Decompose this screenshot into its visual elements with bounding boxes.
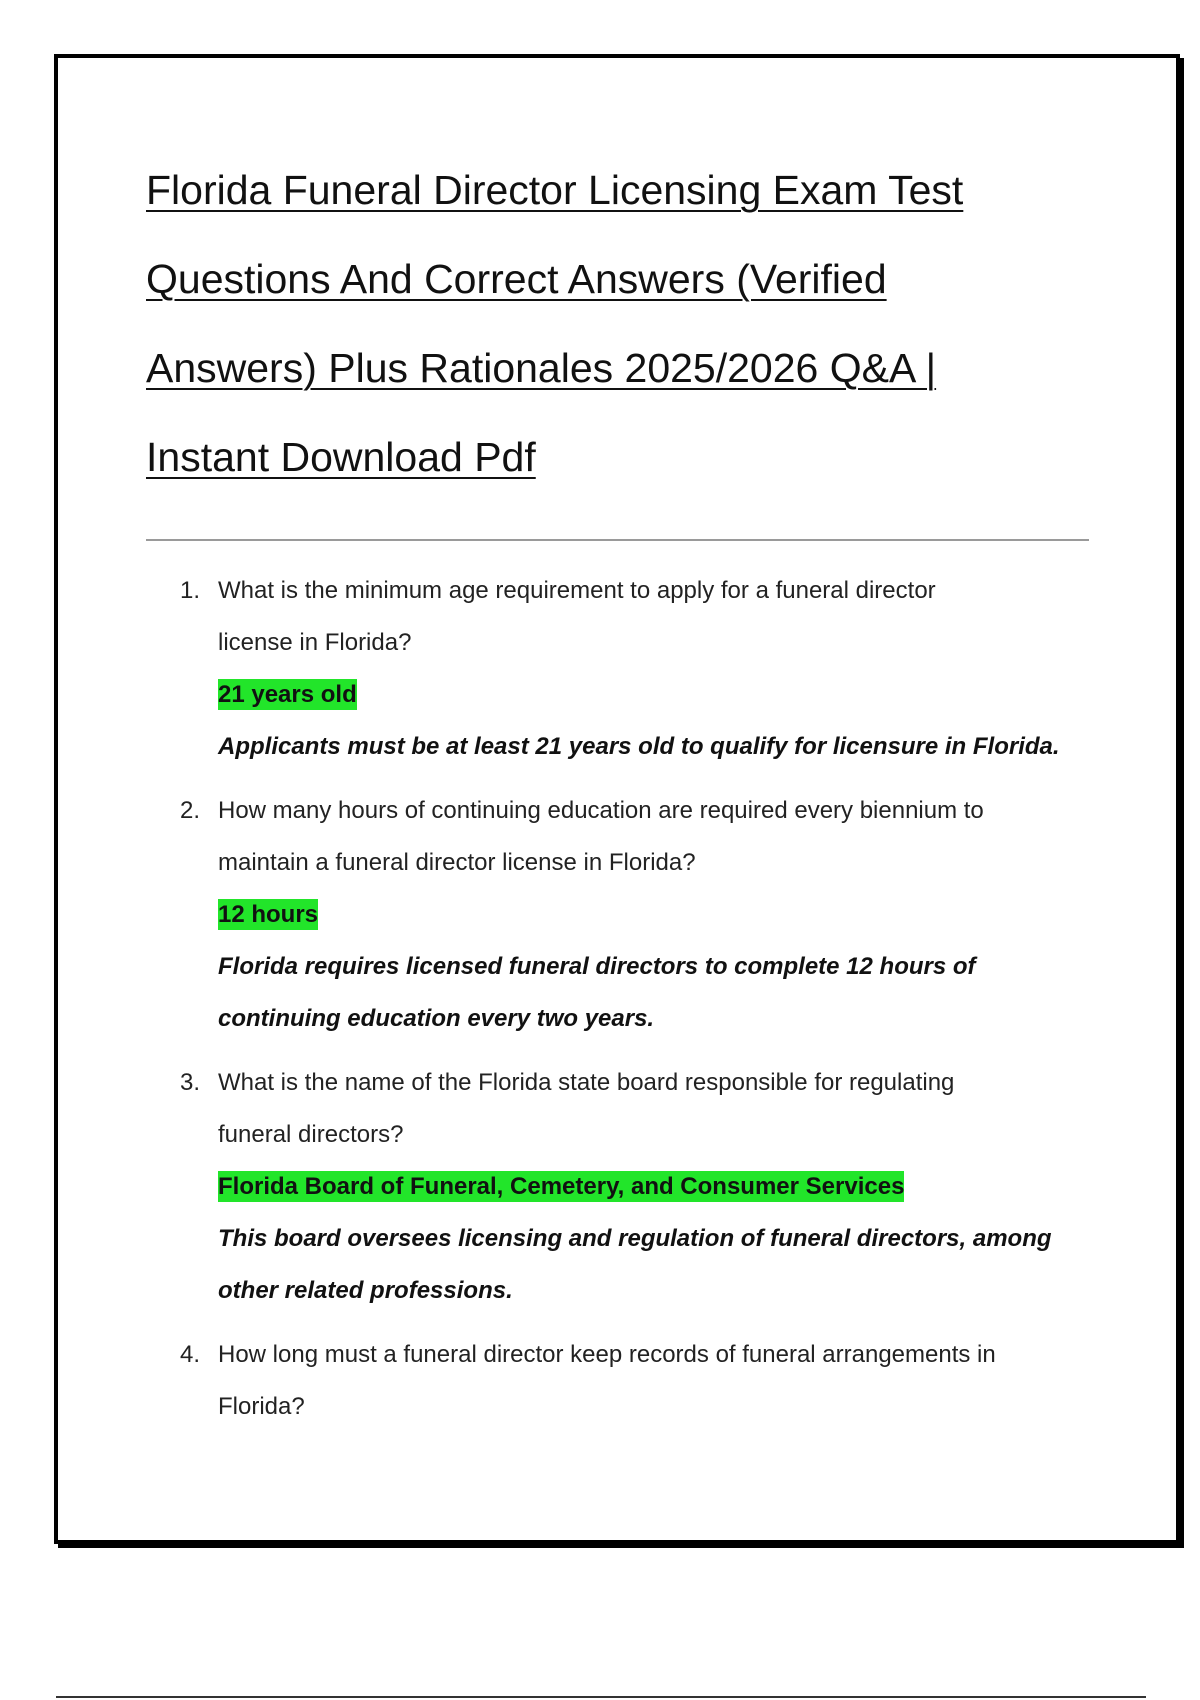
title-line: Questions And Correct Answers (Verified [146,256,887,302]
answer-highlight: 21 years old [218,681,357,708]
rationale-line: continuing education every two years. [218,1005,655,1032]
answer-highlight: 12 hours [218,901,319,928]
question-line: What is the name of the Florida state board responsible for regulating [218,1069,955,1096]
question-line: How long must a funeral director keep records of funeral arrangements in [218,1341,996,1368]
title-divider [146,539,1089,541]
answer-line [218,1161,1086,1213]
rationale-line: Florida requires licensed funeral directors to complete 12 hours of [218,953,976,980]
question-text [218,565,1086,669]
question-line: license in Florida? [218,629,412,656]
footer-rule [56,1696,1146,1698]
title-line: Instant Download Pdf [146,434,536,480]
document-title [146,146,1046,502]
question-number: 3. [180,1069,201,1096]
question-number: 2. [180,797,201,824]
answer-highlight: Florida Board of Funeral, Cemetery, and Consumer Services [218,1173,905,1200]
question-line: How many hours of continuing education are required every biennium to [218,797,984,824]
question-list [146,565,1086,1445]
rationale-line: This board oversees licensing and regulation of funeral directors, among [218,1225,1052,1252]
question-line: maintain a funeral director license in Florida? [218,849,696,876]
question-item [146,1057,1086,1317]
question-item [146,785,1086,1045]
title-line: Answers) Plus Rationales 2025/2026 Q&A | [146,345,937,391]
question-item [146,1329,1086,1433]
question-text [218,1057,1086,1161]
question-line: What is the minimum age requirement to apply for a funeral director [218,577,936,604]
question-line: funeral directors? [218,1121,404,1148]
rationale-text [218,941,1086,1045]
rationale-line: Applicants must be at least 21 years old to qualify for licensure in Florida. [218,733,1060,760]
question-line: Florida? [218,1393,305,1420]
question-item [146,565,1086,773]
answer-line [218,889,1086,941]
question-number: 1. [180,577,201,604]
title-line: Florida Funeral Director Licensing Exam Test [146,167,964,213]
question-number: 4. [180,1341,201,1368]
rationale-text [218,1213,1086,1317]
rationale-line: other related professions. [218,1277,513,1304]
question-text [218,785,1086,889]
question-text [218,1329,1086,1433]
answer-line [218,669,1086,721]
rationale-text [218,721,1086,773]
